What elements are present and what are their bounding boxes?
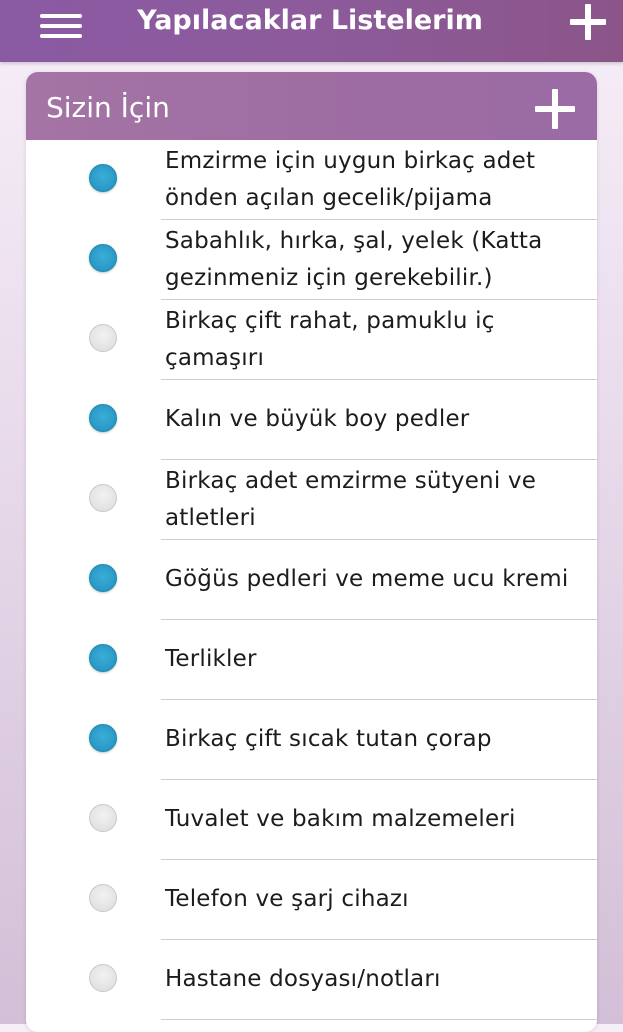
list-item[interactable]: [26, 300, 597, 380]
unchecked-radio-icon[interactable]: [89, 804, 117, 832]
checked-radio-icon[interactable]: [89, 164, 117, 192]
list-item-label: Birkaç çift sıcak tutan çorap: [165, 726, 492, 752]
list-item-label-wrapper: [165, 460, 590, 539]
list-item-label-wrapper: [165, 540, 590, 619]
list-item[interactable]: [26, 380, 597, 460]
list-item-label: Birkaç çift rahat, pamuklu iç çamaşırı: [165, 307, 495, 371]
list-item-label: Birkaç adet emzirme sütyeni ve atletleri: [165, 467, 537, 531]
list-divider: [161, 1019, 597, 1020]
checked-radio-icon[interactable]: [89, 244, 117, 272]
checked-radio-icon[interactable]: [89, 564, 117, 592]
list-item-label-wrapper: [165, 620, 590, 699]
list-item[interactable]: [26, 220, 597, 300]
page-title: Yapılacaklar Listelerim: [137, 5, 483, 36]
list-item-label: Terlikler: [165, 646, 257, 672]
checked-radio-icon[interactable]: [89, 404, 117, 432]
list-item-label: Hastane dosyası/notları: [165, 966, 441, 992]
unchecked-radio-icon[interactable]: [89, 964, 117, 992]
list-item[interactable]: [26, 460, 597, 540]
list-item-label: Tuvalet ve bakım malzemeleri: [165, 806, 516, 832]
unchecked-radio-icon[interactable]: [89, 884, 117, 912]
list-item-label: Sabahlık, hırka, şal, yelek (Katta gezinmeniz için gerekebilir.): [165, 227, 543, 291]
list-item[interactable]: [26, 940, 597, 1020]
list-item-label-wrapper: [165, 300, 590, 379]
todo-list-card: [26, 72, 597, 1032]
list-item[interactable]: [26, 860, 597, 940]
list-item-label-wrapper: [165, 140, 590, 219]
top-navigation-bar: [0, 0, 623, 62]
section-title: Sizin İçin: [46, 91, 170, 124]
hamburger-menu-icon[interactable]: [40, 10, 82, 42]
list-item-label: Emzirme için uygun birkaç adet önden açılan gecelik/pijama: [165, 147, 536, 211]
list-item-label-wrapper: [165, 860, 590, 939]
unchecked-radio-icon[interactable]: [89, 484, 117, 512]
list-item[interactable]: [26, 700, 597, 780]
checked-radio-icon[interactable]: [89, 644, 117, 672]
checked-radio-icon[interactable]: [89, 724, 117, 752]
list-item[interactable]: [26, 780, 597, 860]
list-item[interactable]: [26, 540, 597, 620]
add-list-button[interactable]: [570, 4, 606, 40]
list-item-label: Göğüs pedleri ve meme ucu kremi: [165, 566, 569, 592]
list-item[interactable]: [26, 140, 597, 220]
list-item-label-wrapper: [165, 220, 590, 299]
add-item-button[interactable]: [535, 89, 575, 129]
list-item[interactable]: [26, 620, 597, 700]
list-item-label-wrapper: [165, 780, 590, 859]
unchecked-radio-icon[interactable]: [89, 324, 117, 352]
list-item-label: Telefon ve şarj cihazı: [165, 886, 409, 912]
list-item-label: Kalın ve büyük boy pedler: [165, 406, 470, 432]
list-item-label-wrapper: [165, 940, 590, 1019]
list-item-label-wrapper: [165, 700, 590, 779]
section-header: [26, 72, 597, 140]
list-item-label-wrapper: [165, 380, 590, 459]
